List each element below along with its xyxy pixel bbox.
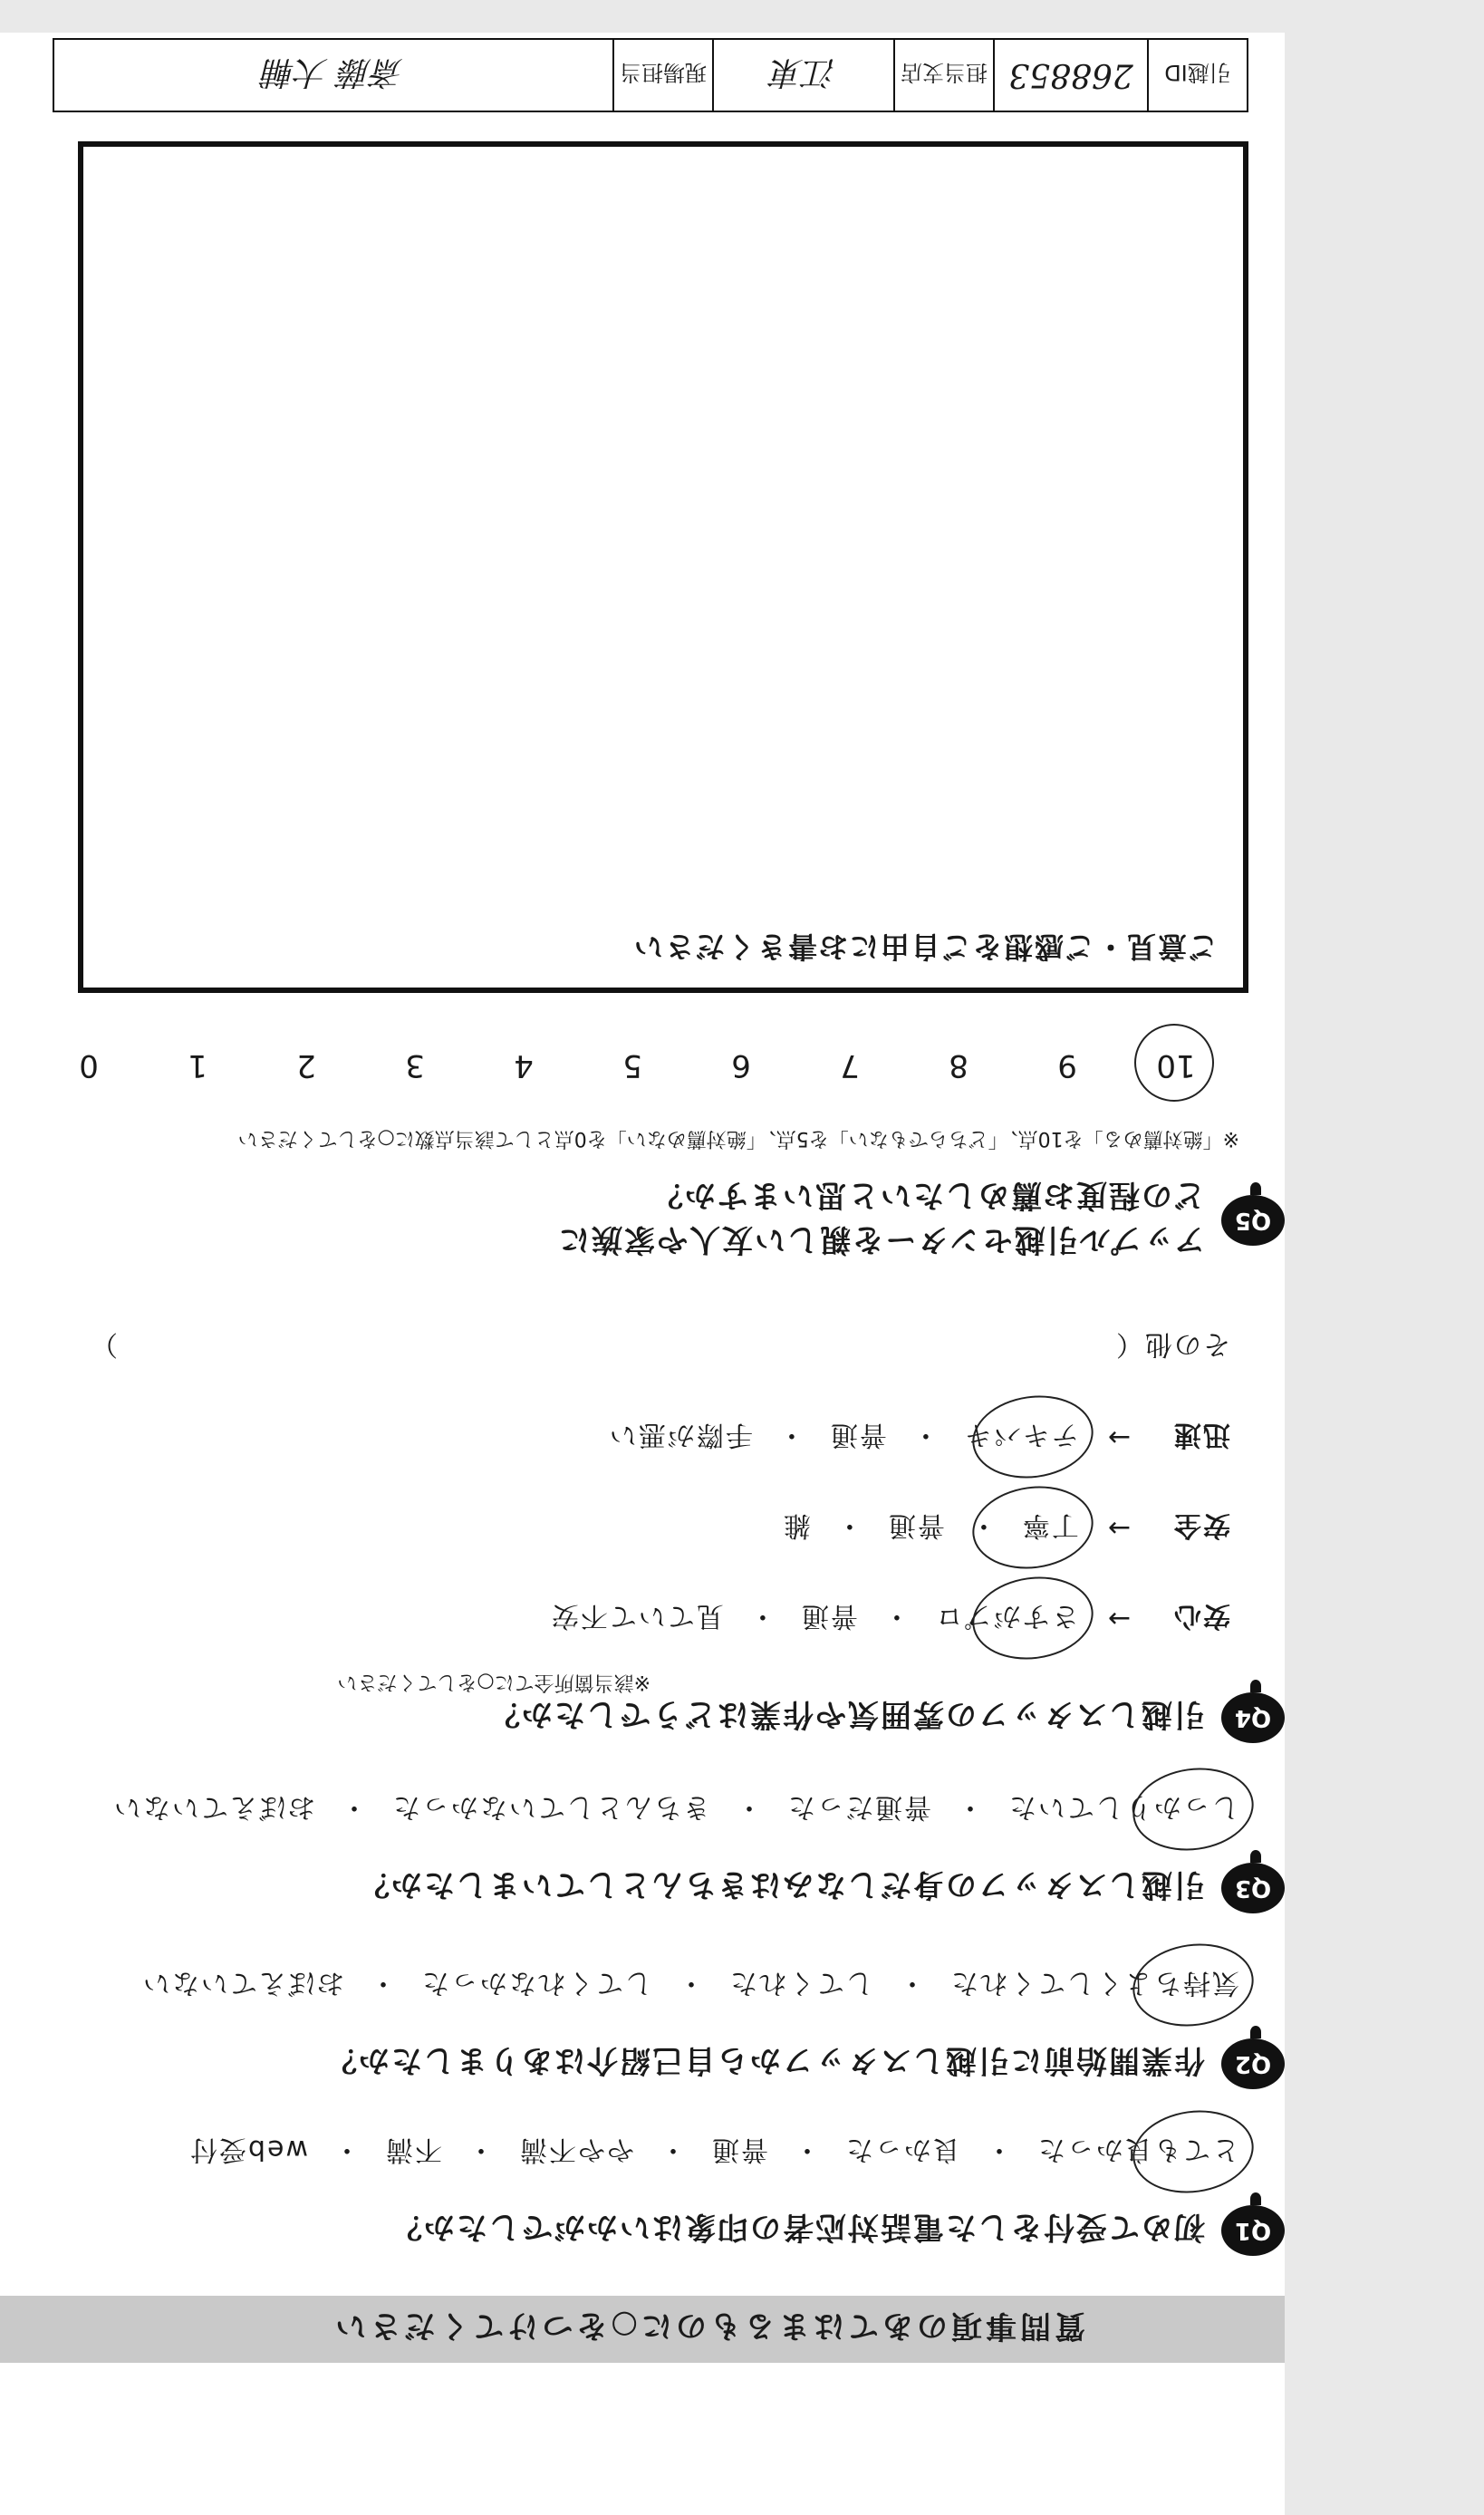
q3-option-2[interactable]: 普通だった bbox=[786, 1791, 931, 1823]
q3-option-3[interactable]: きちんとしていなかった bbox=[391, 1791, 710, 1823]
q4-row-anzen: 安全 → 丁寧 ・ 普通 ・ 雑 bbox=[89, 1508, 1230, 1548]
q4-jinsoku-option-3[interactable]: 手際が悪い bbox=[607, 1419, 753, 1450]
arrow-icon: → bbox=[1105, 1512, 1131, 1545]
q5-score-8[interactable]: 8 bbox=[949, 1047, 968, 1084]
q2-option-4[interactable]: おぼえていない bbox=[141, 1967, 344, 1999]
q5-text-line2: どの程度お薦めしたいと思いますか？ bbox=[650, 1177, 1205, 1213]
q3-option-4[interactable]: おぼえていない bbox=[112, 1791, 315, 1823]
q1-option-6[interactable]: web受付 bbox=[188, 2134, 308, 2165]
q3-option-1[interactable]: しっかりしていた bbox=[1007, 1790, 1239, 1830]
q2-option-1[interactable]: 気持ちよくしてくれた bbox=[949, 1966, 1239, 2006]
q4-anzen-option-2[interactable]: 普通 bbox=[886, 1509, 945, 1541]
q5-score-1[interactable]: 1 bbox=[188, 1047, 207, 1084]
question-q2 bbox=[141, 1966, 1285, 2089]
branch-value: 江東 bbox=[712, 40, 893, 111]
paper bbox=[0, 33, 1285, 2515]
footer-id-row bbox=[53, 38, 1248, 112]
question-q5 bbox=[238, 1126, 1285, 1265]
q5-score-7[interactable]: 7 bbox=[840, 1047, 860, 1084]
q4-other-row bbox=[89, 1327, 1230, 1367]
q5-score-10[interactable]: 10 bbox=[1122, 1047, 1230, 1084]
comment-title: ご意見・ご感想をご自由にお書きください bbox=[631, 930, 1218, 964]
q4-anzen-option-3[interactable]: 雑 bbox=[781, 1509, 811, 1541]
id-value: 268853 bbox=[993, 40, 1147, 111]
q4-anshin-option-2[interactable]: 普通 bbox=[799, 1600, 858, 1632]
q4-other-close: ） bbox=[89, 1328, 118, 1360]
q5-note: ※「絶対薦める」を10点、「どちらでもない」を5点、「絶対薦めない」を0点として該当点数に○をしてください bbox=[237, 1127, 1239, 1150]
q1-option-1[interactable]: とても良かった bbox=[1036, 2133, 1239, 2173]
q1-options: とても良かった ・ 良かった ・ 普通 ・ やや不満 ・ 不満 ・ web受付 bbox=[188, 2133, 1239, 2173]
question-q4 bbox=[89, 1327, 1285, 1743]
q2-options: 気持ちよくしてくれた ・ してくれた ・ してくれなかった ・ おぼえていない bbox=[141, 1966, 1239, 2006]
q5-badge: Q5 bbox=[1221, 1195, 1285, 1246]
arrow-icon: → bbox=[1105, 1421, 1131, 1454]
q1-option-2[interactable]: 良かった bbox=[844, 2134, 960, 2165]
q1-option-3[interactable]: 普通 bbox=[710, 2134, 768, 2165]
arrow-icon: → bbox=[1105, 1603, 1131, 1635]
instruction-banner bbox=[0, 2296, 1285, 2363]
q4-row-jinsoku: 迅速 → テキパキ ・ 普通 ・ 手際が悪い bbox=[89, 1418, 1230, 1458]
q4-jinsoku-option-2[interactable]: 普通 bbox=[828, 1419, 887, 1450]
comment-box[interactable] bbox=[78, 141, 1248, 993]
q5-scale bbox=[34, 1047, 1230, 1084]
id-label: 引越ID bbox=[1147, 40, 1247, 111]
q1-badge: Q1 bbox=[1221, 2205, 1285, 2256]
q2-badge: Q2 bbox=[1221, 2038, 1285, 2089]
staff-label: 現場担当 bbox=[612, 40, 712, 111]
q5-text-line1: アップル引越センターを親しい友人や家族に bbox=[557, 1221, 1205, 1258]
q4-anshin-option-3[interactable]: 見ていて不安 bbox=[549, 1600, 724, 1632]
staff-value: 斎藤 大輔 bbox=[263, 53, 404, 92]
q5-score-5[interactable]: 5 bbox=[622, 1047, 642, 1084]
q5-score-4[interactable]: 4 bbox=[514, 1047, 534, 1084]
question-q3 bbox=[112, 1790, 1285, 1913]
q4-row-anshin: 安心 → さすがプロ ・ 普通 ・ 見ていて不安 bbox=[89, 1599, 1230, 1639]
q1-option-4[interactable]: やや不満 bbox=[518, 2134, 634, 2165]
q4-row-label: 安心 bbox=[1172, 1600, 1230, 1632]
q3-options: しっかりしていた ・ 普通だった ・ きちんとしていなかった ・ おぼえていない bbox=[112, 1790, 1239, 1830]
question-q1 bbox=[188, 2133, 1285, 2256]
q1-option-5[interactable]: 不満 bbox=[384, 2134, 442, 2165]
q4-anshin-option-1[interactable]: さすがプロ bbox=[934, 1599, 1079, 1639]
q3-badge: Q3 bbox=[1221, 1863, 1285, 1913]
q2-option-3[interactable]: してくれなかった bbox=[420, 1967, 652, 1999]
branch-label: 担当支店 bbox=[893, 40, 993, 111]
q4-row-label: 迅速 bbox=[1172, 1419, 1230, 1450]
q1-text: 初めて受付をした電話対応者の印象はいかがでしたか？ bbox=[390, 2209, 1205, 2246]
q4-row-label: 安全 bbox=[1172, 1509, 1230, 1541]
q5-score-9[interactable]: 9 bbox=[1057, 1047, 1077, 1084]
q4-badge: Q4 bbox=[1221, 1692, 1285, 1743]
q4-jinsoku-option-1[interactable]: テキパキ bbox=[963, 1418, 1079, 1458]
q3-text: 引越しスタッフの身だしなみはきちんとしていましたか？ bbox=[357, 1866, 1205, 1903]
q5-score-3[interactable]: 3 bbox=[405, 1047, 425, 1084]
q5-score-2[interactable]: 2 bbox=[296, 1047, 316, 1084]
instruction-text: 質問事項のあてはまるものに○をつけてください bbox=[332, 2308, 1085, 2345]
q4-text: 引越しスタッフの雰囲気や作業はどうでしたか？ bbox=[487, 1696, 1205, 1733]
q5-score-6[interactable]: 6 bbox=[731, 1047, 751, 1084]
q4-other-label: その他（ bbox=[1114, 1328, 1230, 1360]
q4-anzen-option-1[interactable]: 丁寧 bbox=[1021, 1508, 1079, 1548]
q4-note: ※該当箇所全てに○をしてください bbox=[337, 1671, 650, 1693]
q5-score-0[interactable]: 0 bbox=[79, 1047, 99, 1084]
q2-text: 作業開始前に引越しスタッフから自己紹介はありましたか？ bbox=[324, 2042, 1205, 2079]
q2-option-2[interactable]: してくれた bbox=[728, 1967, 873, 1999]
